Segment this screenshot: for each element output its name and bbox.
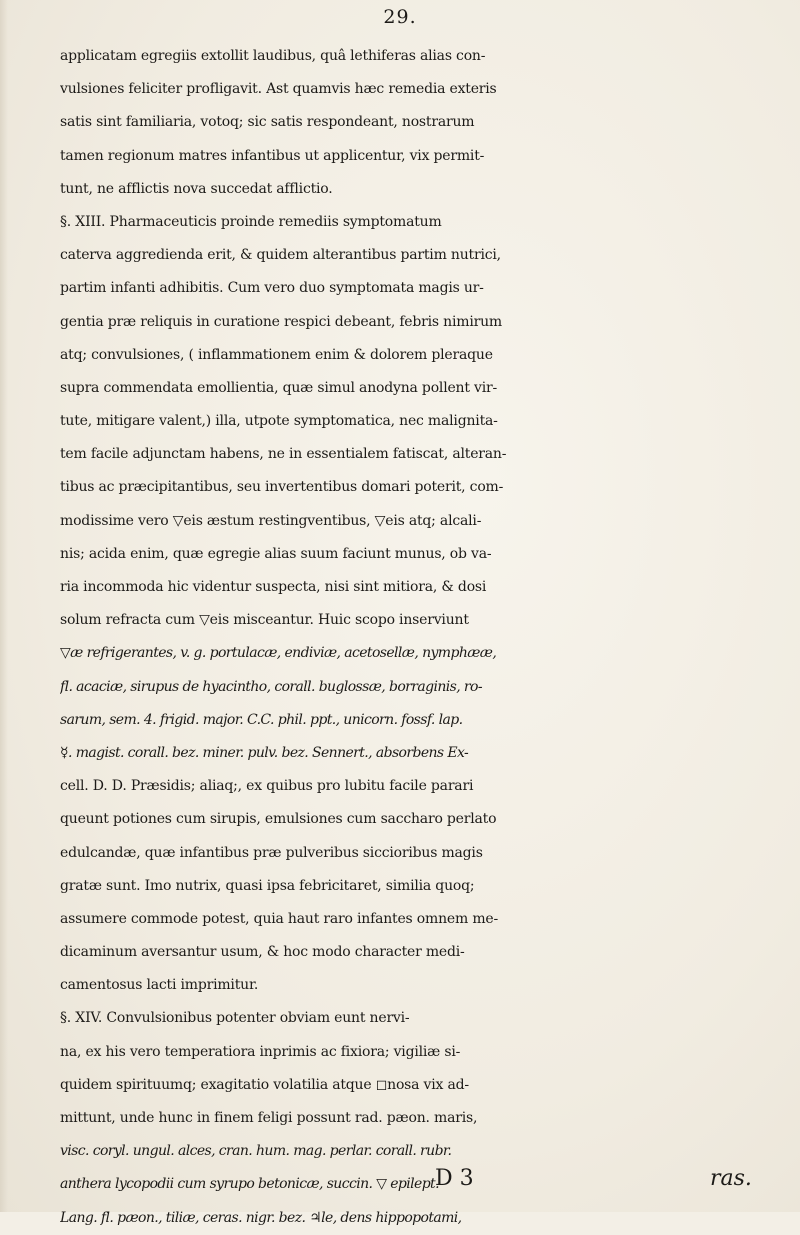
text-line: applicatam egregiis extollit laudibus, quâ lethiferas alias con- <box>60 48 486 64</box>
body-text <box>60 40 796 1235</box>
text-line: quidem spirituumq; exagitatio volatilia atque ◻nosa vix ad- <box>60 1076 469 1093</box>
page-footer <box>0 1166 800 1200</box>
page-gutter-shadow <box>0 0 8 1212</box>
text-line: edulcandæ, quæ infantibus præ pulveribus siccioribus magis <box>60 844 483 861</box>
text-line: solum refracta cum ▽eis misceantur. Huic scopo inserviunt <box>60 612 469 629</box>
text-line: partim infanti adhibitis. Cum vero duo symptomata magis ur- <box>60 280 484 297</box>
text-line: queunt potiones cum sirupis, emulsiones cum saccharo perlato <box>60 811 497 828</box>
text-line: atq; convulsiones, ( inflammationem enim & dolorem pleraque <box>60 346 493 363</box>
text-line: nis; acida enim, quæ egregie alias suum faciunt munus, ob va- <box>60 545 492 562</box>
text-line: cell. D. D. Præsidis; aliaq;, ex quibus pro lubitu facile parari <box>60 778 474 795</box>
catchword: ras. <box>710 1166 752 1191</box>
text-line: satis sint familiaria, votoq; sic satis respondeant, nostrarum <box>60 114 475 131</box>
recipe-line: ☿. magist. corall. bez. miner. pulv. bez. Sennert., absorbens Ex- <box>60 744 469 761</box>
text-line: assumere commode potest, quia haut raro infantes omnem me- <box>60 910 499 927</box>
recipe-line: visc. coryl. ungul. alces, cran. hum. mag. perlar. corall. rubr. <box>60 1143 452 1160</box>
text-line: tute, mitigare valent,) illa, utpote symptomatica, nec malignita- <box>60 413 498 430</box>
text-line: tibus ac præcipitantibus, seu invertentibus domari poterit, com- <box>60 479 504 496</box>
recipe-line: Lang. fl. pæon., tiliæ, ceras. nigr. bez. ♃le, dens hippopotami, <box>60 1209 462 1226</box>
recipe-line: ▽æ refrigerantes, v. g. portulacæ, endiviæ, acetosellæ, nymphææ, <box>60 645 497 662</box>
text-line: tunt, ne afflictis nova succedat afflictio. <box>60 180 333 197</box>
recipe-line: fl. acaciæ, sirupus de hyacintho, corall. buglossæ, borraginis, ro- <box>60 678 482 695</box>
text-line: supra commendata emollientia, quæ simul anodyna pollent vir- <box>60 379 498 396</box>
text-line: vulsiones feliciter profligavit. Ast quamvis hæc remedia exteris <box>60 81 497 98</box>
text-line: na, ex his vero temperatiora inprimis ac fixiora; vigiliæ si- <box>60 1043 461 1060</box>
text-line: modissime vero ▽eis æstum restingventibus, ▽eis atq; alcali- <box>60 512 482 529</box>
text-line: camentosus lacti imprimitur. <box>60 977 259 994</box>
text-line: ria incommoda hic videntur suspecta, nisi sint mitiora, & dosi <box>60 579 487 595</box>
text-line: dicaminum aversantur usum, & hoc modo character medi- <box>60 944 465 961</box>
text-line: tamen regionum matres infantibus ut applicentur, vix permit- <box>60 147 485 164</box>
text-line: tem facile adjunctam habens, ne in essentialem fatiscat, alteran- <box>60 446 507 463</box>
text-line: gentia præ reliquis in curatione respici debeant, febris nimirum <box>60 313 502 330</box>
text-line: gratæ sunt. Imo nutrix, quasi ipsa febricitaret, similia quoq; <box>60 877 475 894</box>
text-line: caterva aggredienda erit, & quidem alterantibus partim nutrici, <box>60 247 501 264</box>
text-line: mittunt, unde hunc in finem feligi possunt rad. pæon. maris, <box>60 1110 478 1126</box>
recipe-line: anthera lycopodii cum syrupo betonicæ, succin. ▽ epilept. <box>60 1176 439 1193</box>
page-number: 29. <box>383 6 417 28</box>
section-heading-line: §. XIII. Pharmaceuticis proinde remediis symptomatum <box>60 213 442 230</box>
section-heading-line: §. XIV. Convulsionibus potenter obviam eunt nervi- <box>60 1010 410 1027</box>
recipe-line: sarum, sem. 4. frigid. major. C.C. phil. ppt., unicorn. fossf. lap. <box>60 711 463 728</box>
signature-mark: D 3 <box>435 1166 474 1191</box>
